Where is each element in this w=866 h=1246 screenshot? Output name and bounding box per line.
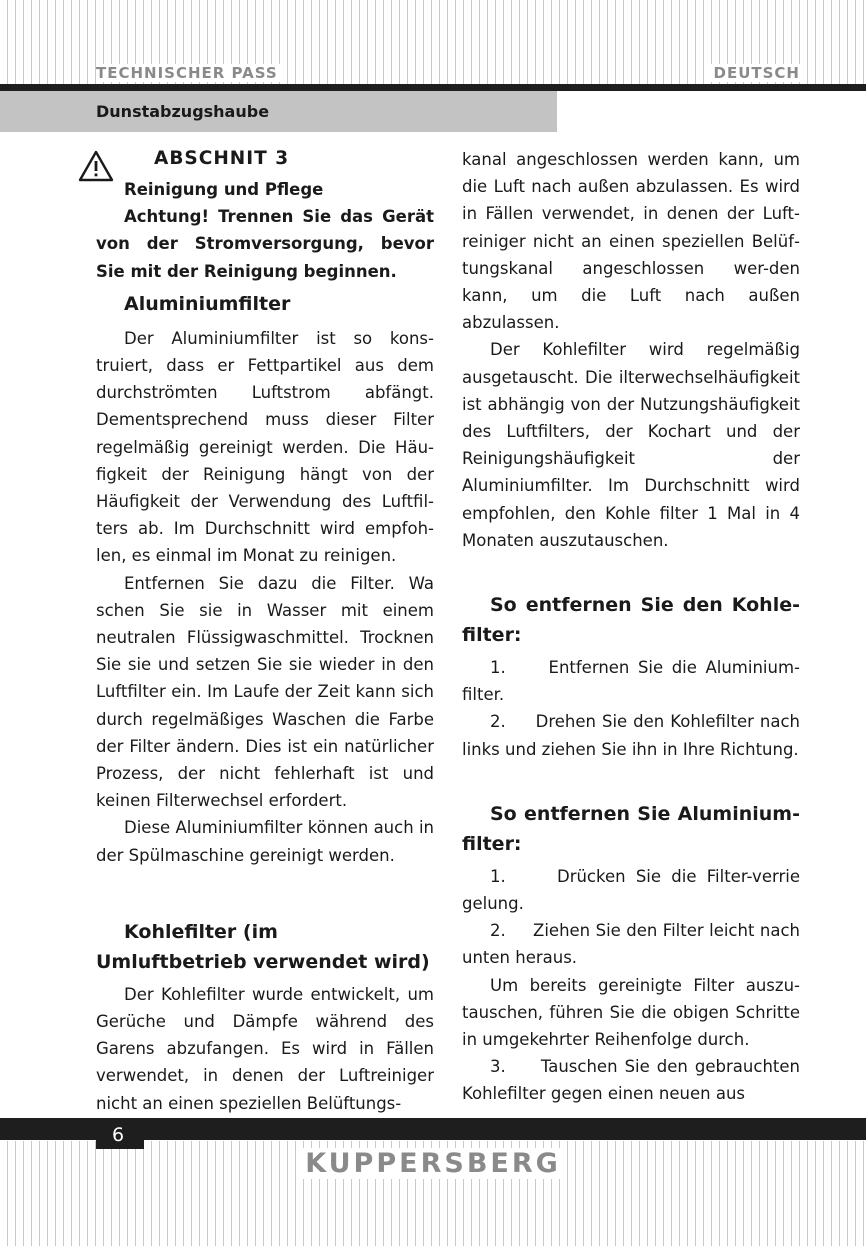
aluminium-paragraph-3: Diese Aluminiumfilter können auch in der Spülmaschine gereinigt werden.: [96, 818, 434, 865]
list-item: [462, 917, 800, 971]
list-item: [462, 708, 800, 762]
section-title: ABSCHNIT 3: [154, 148, 290, 169]
remove-alu-steps: [462, 863, 800, 972]
kohle-heading: Kohlefilter (im Umluftbetrieb verwendet wird): [96, 920, 430, 973]
kohle-paragraph-1: Der Kohlefilter wurde entwickelt, um Gerüche und Dämpfe während des Garens abzufangen. Es wird in Fällen verwendet, in denen der Luftreiniger nicht an einen speziellen Belüftungs-: [96, 984, 434, 1113]
header-language: DEUTSCH: [710, 64, 800, 82]
list-item: [462, 863, 800, 917]
step-text: Tauschen Sie den gebrauchten Kohlefilter gegen einen neuen aus: [462, 1057, 800, 1104]
step-number: 2.: [490, 921, 506, 941]
right-column: [462, 146, 800, 1108]
brand-logo: [0, 1148, 866, 1179]
brand-name: KUPPERSBERG: [299, 1148, 567, 1179]
right-paragraph-1: kanal angeschlossen werden kann, um die Luft nach außen abzulassen. Es wird in Fällen verwendet, in denen der Luftreiniger nicht an einen speziellen Belüftungskanal angeschlossen wer-den kann, um die Luft nach außen abzulassen.: [462, 150, 800, 333]
aluminium-heading: Aluminiumfilter: [124, 292, 291, 315]
step-number: 1.: [490, 866, 506, 886]
header-doc-type: TECHNISCHER PASS: [96, 64, 282, 82]
header-rule: [0, 84, 866, 91]
page-number: 6: [96, 1122, 144, 1149]
aluminium-paragraph-2: Entfernen Sie dazu die Filter. Wa schen Sie sie in Wasser mit einem neutralen Flüssigwaschmittel. Trocknen Sie sie und setzen Sie sie wieder in den Luftfilter ein. Im Laufe der Zeit kann sich durch regelmäßiges Waschen die Farbe der Filter ändern. Dies ist ein natürlicher Prozess, der nicht fehlerhaft ist und keinen Filterwechsel erfordert.: [96, 573, 434, 811]
subsection-title: Reinigung und Pflege: [124, 180, 324, 199]
right-paragraph-2: Der Kohlefilter wird regelmäßig ausgetauscht. Die ilterwechselhäufigkeit ist abhängig von der Nutzungshäufigkeit des Luftfilters, der Kochart und der Reinigungshäufigkeit der Aluminiumfilter. Im Durchschnitt wird empfohlen, den Kohle filter 1 Mal in 4 Monaten auszutauschen.: [462, 340, 800, 550]
list-item: [462, 1053, 800, 1107]
remove-kohle-heading: So entfernen Sie den Kohlefilter:: [462, 594, 800, 647]
list-item: [462, 654, 800, 708]
remove-kohle-steps: [462, 654, 800, 763]
remove-alu-heading: So entfernen Sie Aluminiumfilter:: [462, 802, 800, 855]
reinsert-paragraph: Um bereits gereinigte Filter auszutauschen, führen Sie die obigen Schritte in umgekehrter Reihenfolge durch.: [462, 975, 800, 1050]
step-text: Drücken Sie die Filter-verrie gelung.: [462, 866, 800, 914]
step-number: 1.: [490, 658, 506, 678]
step-number: 2.: [490, 712, 506, 732]
step-text: Ziehen Sie den Filter leicht nach unten heraus.: [462, 921, 800, 968]
page-subtitle: Dunstabzugshaube: [96, 102, 270, 121]
step-text: Entfernen Sie die Aluminiumfilter.: [462, 658, 800, 705]
warning-text: Achtung! Trennen Sie das Gerät von der Stromversorgung, bevor Sie mit der Reinigung beginnen.: [96, 207, 434, 281]
subtitle-bar: [0, 91, 557, 132]
aluminium-paragraph-1: Der Aluminiumfilter ist so konstruiert, dass er Fettpartikel aus dem durchströmten Luftstrom abfängt. Dementsprechend muss dieser Filter regelmäßig gereinigt werden. Die Häufigkeit der Reinigung hängt von der Häufigkeit der Verwendung des Luftfilters ab. Im Durchschnitt wird empfohlen, es einmal im Monat zu reinigen.: [96, 328, 434, 566]
step-number: 3.: [490, 1057, 506, 1077]
step-text: Drehen Sie den Kohlefilter nach links und ziehen Sie ihn in Ihre Richtung.: [462, 712, 800, 759]
left-column: [96, 146, 434, 1117]
